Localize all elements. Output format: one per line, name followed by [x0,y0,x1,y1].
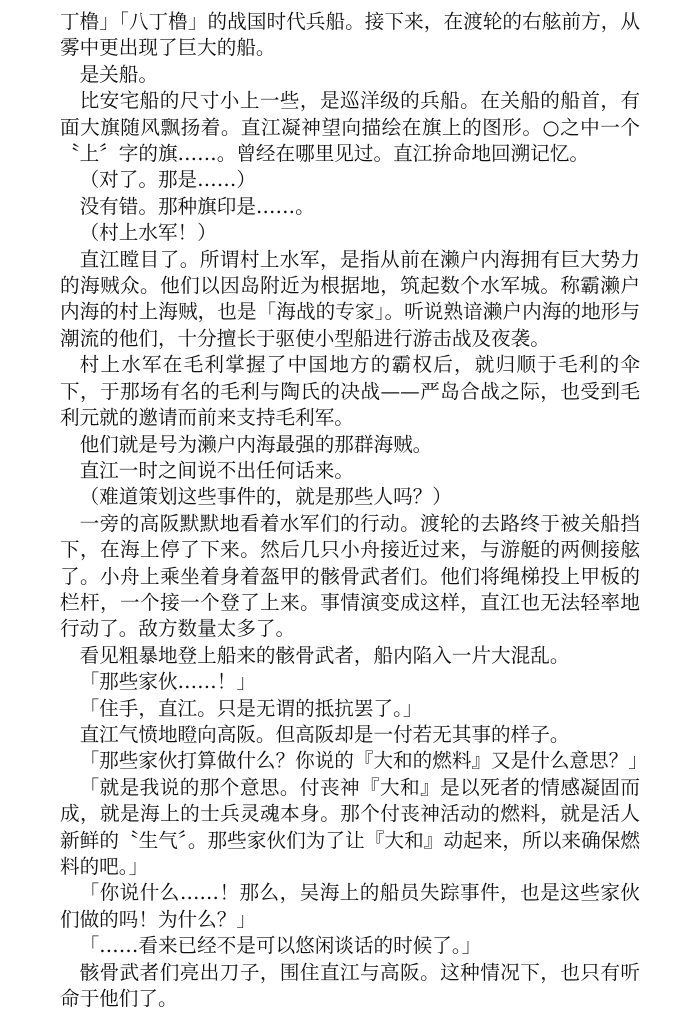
paragraph: 「……看来已经不是可以悠闲谈话的时候了。」 [79,934,482,958]
paragraph: 「住手，直江。只是无谓的抵抗罢了。」 [79,696,423,720]
paragraph: 没有错。那种旗印是……。 [79,194,315,218]
paragraph: 丁橹」「八丁橹」的战国时代兵船。接下来，在渡轮的右舷前方，从雾中更出现了巨大的船。 [60,10,640,60]
paragraph: 直江一时之间说不出任何话来。 [79,458,354,482]
paragraph: （村上水军！） [79,221,217,245]
paragraph: （对了。那是……） [79,168,256,192]
paragraph: 他们就是号为濑户内海最强的那群海贼。 [79,432,433,456]
paragraph: 骸骨武者们亮出刀子，围住直江与高阪。这种情况下，也只有听命于他们了。 [60,960,640,1011]
paragraph: 村上水军在毛利掌握了中国地方的霸权后，就归顺于毛利的伞下，于那场有名的毛利与陶氏的决战——严岛合战之际，也受到毛利元就的邀请而前来支持毛利军。 [60,353,640,430]
paragraph: 「那些家伙……！」 [79,670,256,694]
paragraph: 「你说什么……！那么，吴海上的船员失踪事件，也是这些家伙们做的吗！为什么？」 [60,881,640,931]
paragraph: （难道策划这些事件的，就是那些人吗？） [79,485,452,509]
paragraph: 看见粗暴地登上船来的骸骨武者，船内陷入一片大混乱。 [79,643,570,667]
paragraph: 直江气愤地瞪向高阪。但高阪却是一付若无其事的样子。 [79,722,570,746]
paragraph: 一旁的高阪默默地看着水军们的行动。渡轮的去路终于被关船挡下，在海上停了下来。然后几只小舟接近过来，与游艇的两侧接舷了。小舟上乘坐着身着盔甲的骸骨武者们。他们将绳梯投上甲板的栏杆，一个接一个登了上来。事情演变成这样，直江也无法轻率地行动了。敌方数量太多了。 [60,511,640,641]
paragraph: 比安宅船的尺寸小上一些，是巡洋级的兵船。在关船的船首，有面大旗随风飘扬着。直江凝神望向描绘在旗上的图形。○之中一个〝上〞字的旗……。曾经在哪里见过。直江拚命地回溯记忆。 [60,89,640,166]
paragraph: 直江瞠目了。所谓村上水军，是指从前在濑户内海拥有巨大势力的海贼众。他们以因岛附近为根据地，筑起数个水军城。称霸濑户内海的村上海贼，也是「海战的专家」。听说熟谙濑户内海的地形与潮流的他们，十分擅长于驱使小型船进行游击战及夜袭。 [60,247,640,350]
text-body [60,9,648,1012]
paragraph: 「就是我说的那个意思。付丧神『大和』是以死者的情感凝固而成，就是海上的士兵灵魂本身。那个付丧神活动的燃料，就是活人新鲜的〝生气〞。那些家伙们为了让『大和』动起来，所以来确保燃料的吧。」 [60,775,640,878]
paragraph: 是关船。 [79,62,158,86]
paragraph: 「那些家伙打算做什么？你说的『大和的燃料』又是什么意思？」 [79,749,648,773]
